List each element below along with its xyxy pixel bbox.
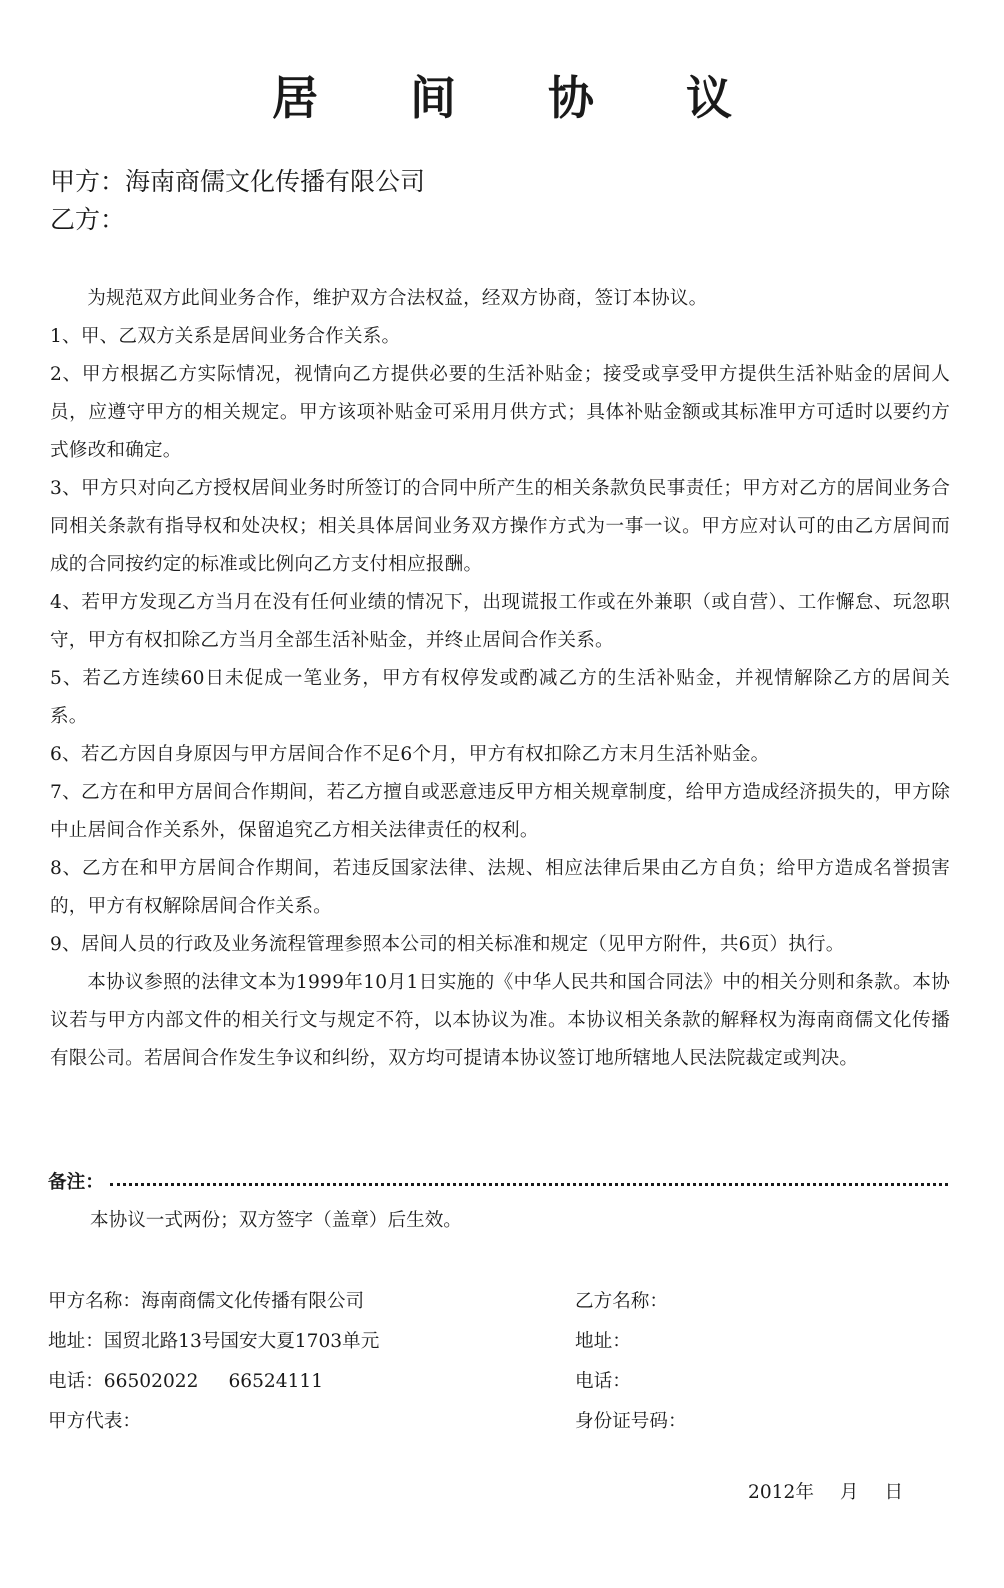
party-b-signature-block	[575, 1282, 687, 1442]
closing-paragraph: 本协议参照的法律文本为1999年10月1日实施的《中华人民共和国合同法》中的相关分则和条款。本协议若与甲方内部文件的相关行文与规定不符，以本协议为准。本协议相关条款的解释权为海南商儒文化传播有限公司。若居间合作发生争议和纠纷，双方均可提请本协议签订地所辖地人民法院裁定或判决。	[50, 972, 950, 1069]
phone-label: 电话：	[48, 1371, 104, 1392]
clause-2: 2、甲方根据乙方实际情况，视情向乙方提供必要的生活补贴金；接受或享受甲方提供生活补贴金的居间人员，应遵守甲方的相关规定。甲方该项补贴金可采用月供方式；具体补贴金额或其标准甲方可适时以要约方式修改和确定。	[50, 364, 950, 461]
signing-date	[748, 1478, 903, 1508]
date-year: 2012年	[748, 1482, 814, 1503]
party-b-phone: 电话：	[575, 1371, 631, 1392]
copies-note: 本协议一式两份；双方签字（盖章）后生效。	[90, 1210, 462, 1231]
phone-number-1: 66502022	[103, 1371, 199, 1392]
party-a-line: 甲方：海南商儒文化传播有限公司	[50, 167, 426, 196]
party-a-signature-block	[48, 1282, 379, 1442]
intro-paragraph: 为规范双方此间业务合作，维护双方合法权益，经双方协商，签订本协议。	[87, 288, 708, 309]
date-month: 月	[839, 1482, 859, 1503]
agreement-body	[50, 280, 950, 1078]
remark-label: 备注：	[48, 1172, 104, 1193]
party-a-representative: 甲方代表：	[48, 1411, 141, 1432]
party-b-id-number: 身份证号码：	[575, 1411, 687, 1432]
party-b-name: 乙方名称：	[575, 1291, 668, 1312]
clause-4: 4、若甲方发现乙方当月在没有任何业绩的情况下，出现谎报工作或在外兼职（或自营）、工作懈怠、玩忽职守，甲方有权扣除乙方当月全部生活补贴金，并终止居间合作关系。	[50, 592, 950, 651]
clause-5: 5、若乙方连续60日未促成一笔业务，甲方有权停发或酌减乙方的生活补贴金，并视情解除乙方的居间关系。	[50, 668, 950, 727]
document-title: 居 间 协 议	[271, 71, 771, 125]
remark-dotted-line	[110, 1179, 948, 1186]
clause-1: 1、甲、乙双方关系是居间业务合作关系。	[50, 326, 401, 347]
clause-8: 8、乙方在和甲方居间合作期间，若违反国家法律、法规、相应法律后果由乙方自负；给甲方造成名誉损害的，甲方有权解除居间合作关系。	[50, 858, 950, 917]
party-b-address: 地址：	[575, 1331, 631, 1352]
party-b-line: 乙方：	[50, 205, 126, 234]
clause-3: 3、甲方只对向乙方授权居间业务时所签订的合同中所产生的相关条款负民事责任；甲方对乙方的居间业务合同相关条款有指导权和处决权；相关具体居间业务双方操作方式为一事一议。甲方应对认可的由乙方居间而成的合同按约定的标准或比例向乙方支付相应报酬。	[50, 478, 950, 575]
party-a-phone	[48, 1362, 379, 1402]
party-a-address: 地址：国贸北路13号国安大夏1703单元	[48, 1331, 380, 1352]
clause-9: 9、居间人员的行政及业务流程管理参照本公司的相关标准和规定（见甲方附件，共6页）执行。	[50, 934, 845, 955]
date-day: 日	[884, 1482, 904, 1503]
clause-7: 7、乙方在和甲方居间合作期间，若乙方擅自或恶意违反甲方相关规章制度，给甲方造成经济损失的，甲方除中止居间合作关系外，保留追究乙方相关法律责任的权利。	[50, 782, 950, 841]
clause-6: 6、若乙方因自身原因与甲方居间合作不足6个月，甲方有权扣除乙方末月生活补贴金。	[50, 744, 770, 765]
remark-row	[48, 1168, 948, 1198]
phone-number-2: 66524111	[228, 1371, 324, 1392]
party-a-name: 甲方名称：海南商儒文化传播有限公司	[48, 1291, 365, 1312]
